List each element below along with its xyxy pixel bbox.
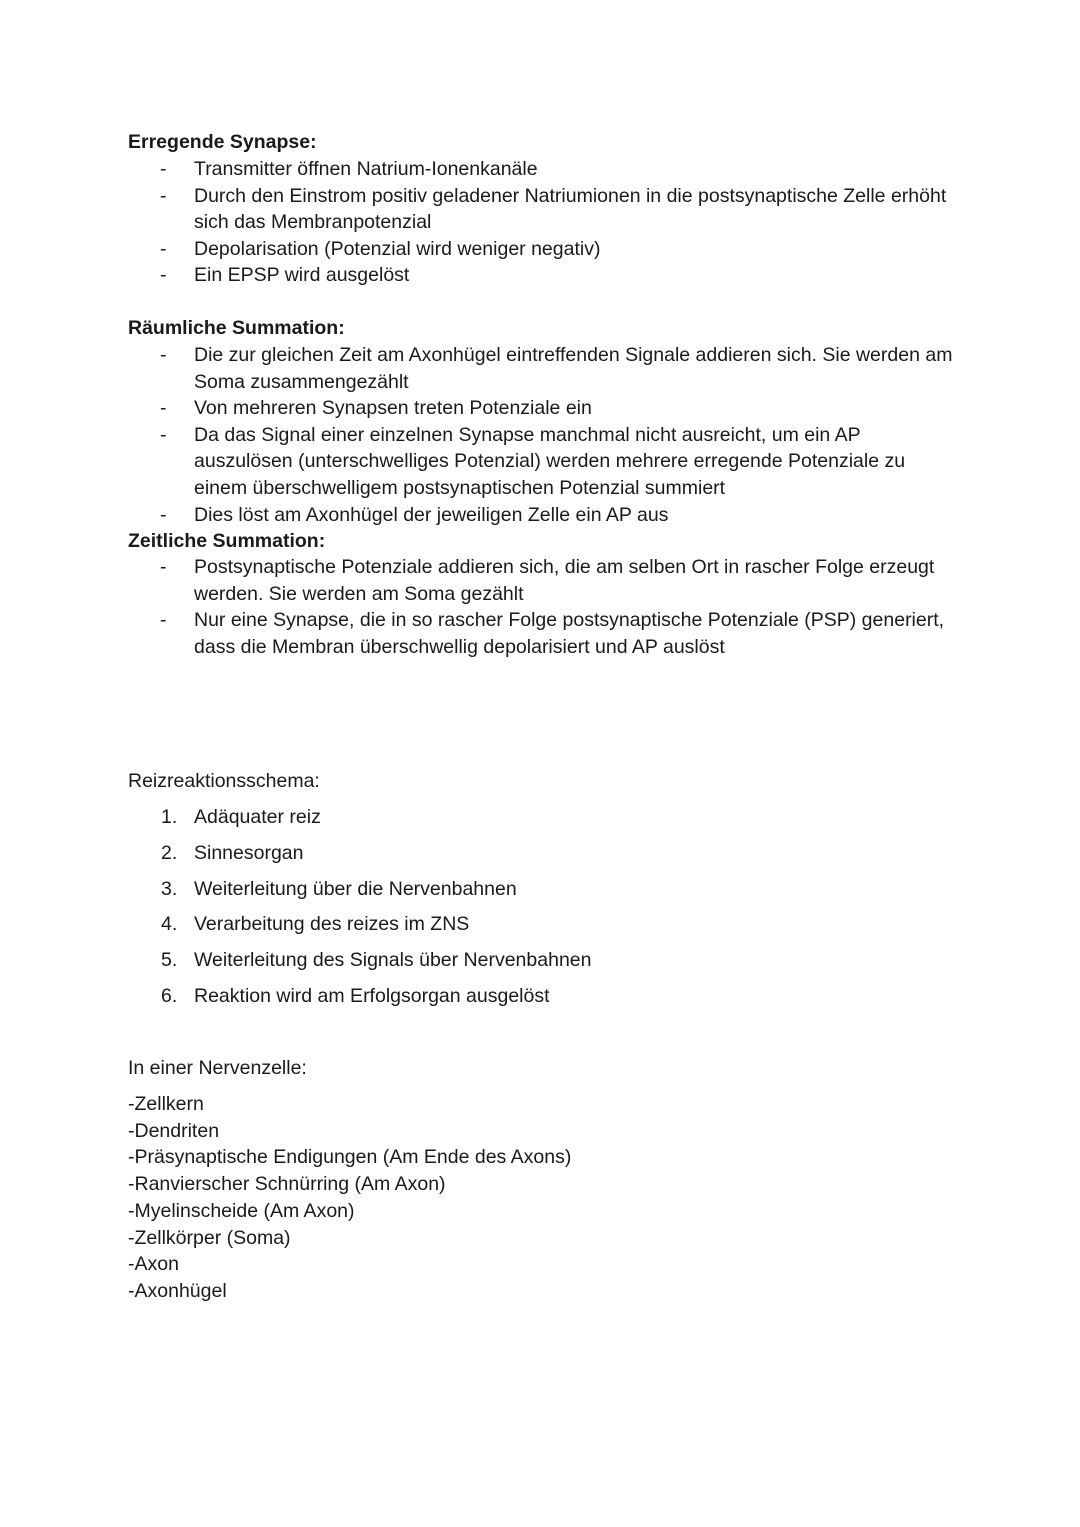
- list-item: [128, 236, 958, 263]
- list-item: [128, 840, 728, 876]
- heading-reizreaktionsschema: Reizreaktionsschema:: [128, 770, 320, 792]
- step-number: 1.: [161, 806, 178, 828]
- list-item: -Zellkern: [128, 1093, 204, 1115]
- step-number: 6.: [161, 984, 178, 1007]
- step-number: 4.: [161, 913, 178, 936]
- heading-nervenzelle: In einer Nervenzelle:: [128, 1057, 307, 1079]
- list-item: [128, 262, 958, 289]
- step-text: Weiterleitung des Signals über Nervenbahnen: [194, 949, 592, 972]
- list-raeumliche-summation: [128, 342, 958, 528]
- list-item-text: Dies löst am Axonhügel der jeweiligen Zelle ein AP aus: [194, 503, 669, 526]
- dash-bullet: -: [160, 184, 167, 207]
- list-item: -Dendriten: [128, 1119, 220, 1142]
- list-item-text: Durch den Einstrom positiv geladener Natriumionen in die postsynaptische Zelle erhöht sich das Membranpotenzial: [194, 184, 947, 234]
- list-item-text: Postsynaptische Potenziale addieren sich, die am selben Ort in rascher Folge erzeugt werden. Sie werden am Soma gezählt: [194, 556, 935, 605]
- list-item: [128, 502, 958, 529]
- dash-bullet: -: [160, 556, 167, 578]
- list-item-text: Da das Signal einer einzelnen Synapse manchmal nicht ausreicht, um ein AP auszulösen (unterschwelliges Potenzial) werden mehrere erregende Potenziale zu einem überschwelligem postsynaptischen Potenzial summiert: [194, 423, 906, 499]
- list-item: [128, 911, 728, 947]
- step-text: Verarbeitung des reizes im ZNS: [194, 913, 470, 936]
- heading-raeumliche-summation: Räumliche Summation:: [128, 317, 345, 339]
- dash-bullet: -: [160, 158, 167, 180]
- dash-bullet: -: [160, 264, 167, 287]
- list-zeitliche-summation: [128, 554, 958, 660]
- dash-bullet: -: [160, 423, 167, 446]
- heading-erregende-synapse: Erregende Synapse:: [128, 131, 317, 153]
- step-text: Weiterleitung über die Nervenbahnen: [194, 877, 517, 900]
- dash-bullet: -: [160, 344, 167, 366]
- step-text: Sinnesorgan: [194, 841, 304, 864]
- list-item: -Axonhügel: [128, 1279, 227, 1302]
- list-nervenzelle: [128, 1091, 571, 1305]
- list-item: [128, 183, 958, 236]
- dash-bullet: -: [160, 609, 167, 632]
- list-reizreaktionsschema: [128, 804, 728, 1019]
- list-item-text: Depolarisation (Potenzial wird weniger negativ): [194, 237, 601, 260]
- list-item: [128, 395, 958, 422]
- list-item: [128, 342, 958, 395]
- list-item: -Axon: [128, 1253, 179, 1276]
- step-text: Adäquater reiz: [194, 806, 321, 828]
- dash-bullet: -: [160, 503, 167, 526]
- step-number: 3.: [161, 877, 178, 900]
- list-item: [128, 422, 958, 502]
- list-erregende-synapse: [128, 156, 958, 289]
- list-item-text: Transmitter öffnen Natrium-Ionenkanäle: [194, 158, 538, 180]
- list-item: [128, 156, 958, 183]
- list-item: -Ranvierscher Schnürring (Am Axon): [128, 1173, 446, 1196]
- heading-zeitliche-summation: Zeitliche Summation:: [128, 530, 326, 552]
- list-item: -Myelinscheide (Am Axon): [128, 1199, 355, 1222]
- dash-bullet: -: [160, 397, 167, 420]
- list-item: [128, 607, 958, 660]
- list-item: [128, 983, 728, 1019]
- list-item-text: Nur eine Synapse, die in so rascher Folge postsynaptische Potenziale (PSP) generiert, dass die Membran überschwellig depolarisiert und AP auslöst: [194, 609, 945, 658]
- list-item: [128, 947, 728, 983]
- list-item: [128, 804, 728, 840]
- list-item: [128, 554, 958, 607]
- dash-bullet: -: [160, 237, 167, 260]
- list-item: -Präsynaptische Endigungen (Am Ende des Axons): [128, 1146, 572, 1169]
- list-item-text: Die zur gleichen Zeit am Axonhügel eintreffenden Signale addieren sich. Sie werden am Soma zusammengezählt: [194, 344, 953, 393]
- list-item: -Zellkörper (Soma): [128, 1226, 291, 1249]
- step-number: 2.: [161, 841, 178, 864]
- list-item-text: Ein EPSP wird ausgelöst: [194, 264, 410, 287]
- step-number: 5.: [161, 949, 178, 972]
- list-item: [128, 876, 728, 912]
- list-item-text: Von mehreren Synapsen treten Potenziale ein: [194, 397, 592, 420]
- step-text: Reaktion wird am Erfolgsorgan ausgelöst: [194, 984, 550, 1007]
